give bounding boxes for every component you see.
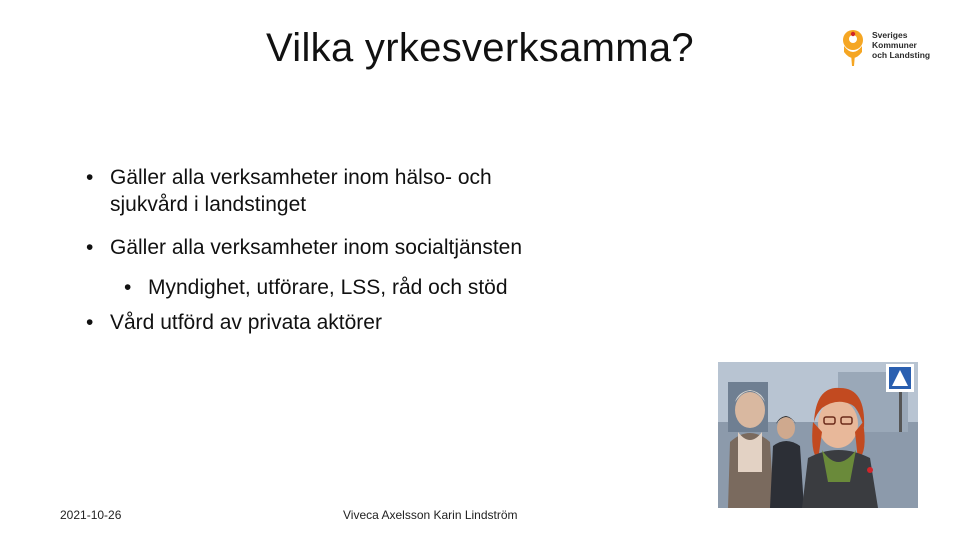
logo-line-2: Kommuner: [872, 40, 917, 50]
logo-line-3: och Landsting: [872, 50, 931, 60]
logo-line-1: Sveriges: [872, 30, 908, 40]
people-photo: [718, 362, 918, 508]
bullet-3-text: Vård utförd av privata aktörer: [110, 311, 382, 334]
footer-date: 2021-10-26: [60, 508, 122, 522]
sub-bullet-item-1: [124, 274, 508, 301]
bullet-2-pre: Gäller: [110, 236, 172, 259]
sub-bullet-1-text: Myndighet, utförare, LSS, råd och stöd: [148, 276, 508, 299]
bullet-2-rest: verksamheter inom socialtjänsten: [204, 236, 523, 259]
skl-logo-icon: [838, 28, 868, 68]
bullet-2-emphasis: alla: [171, 236, 205, 259]
bullet-1-pre: Gäller: [110, 166, 172, 189]
slide-title: Vilka yrkesverksamma?: [266, 26, 694, 70]
skl-logo: [838, 28, 938, 68]
bullet-1-line2: sjukvård i landstinget: [110, 193, 307, 216]
bullet-item-2: [86, 234, 522, 261]
photo-illustration: [718, 362, 918, 508]
bullet-item-3: [86, 309, 382, 336]
footer-author: Viveca Axelsson Karin Lindström: [343, 508, 518, 522]
logo-wordmark: [872, 30, 930, 60]
bullet-item-1: [86, 164, 492, 218]
bullet-1-rest: verksamheter inom hälso- och: [204, 166, 492, 189]
bullet-1-emphasis: alla: [171, 166, 205, 189]
